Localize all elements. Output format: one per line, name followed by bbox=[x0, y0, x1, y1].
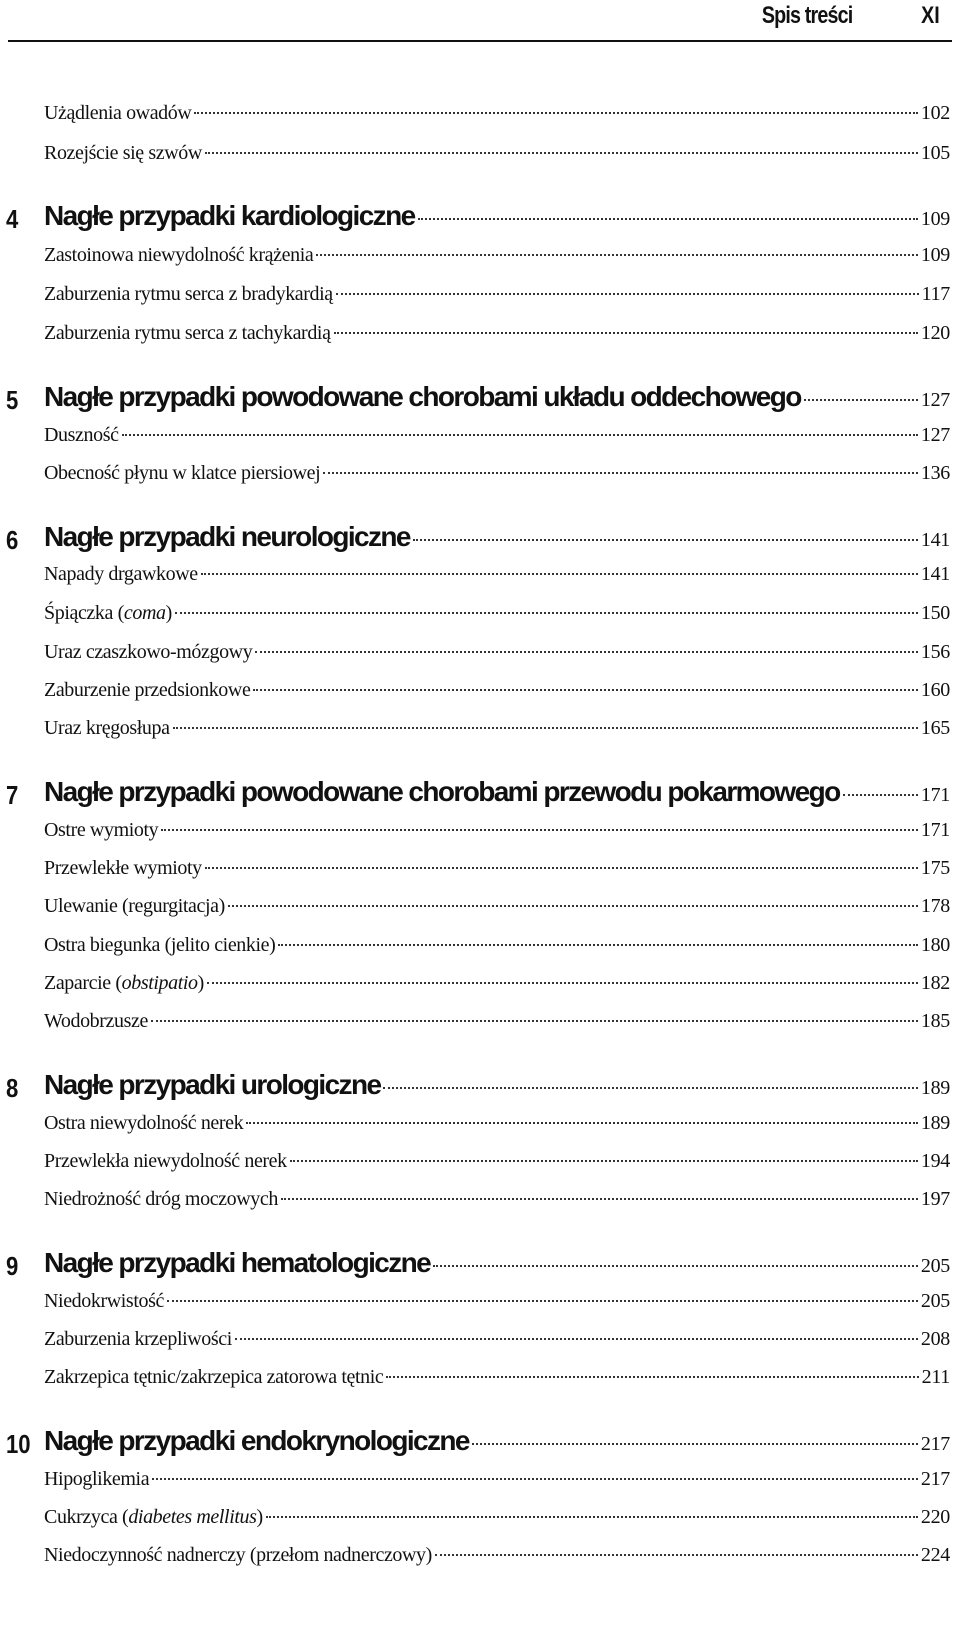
chapter-number: 4 bbox=[6, 204, 19, 234]
toc-chapter[interactable] bbox=[0, 1069, 960, 1109]
entry-title bbox=[44, 1468, 149, 1491]
page-ref: 197 bbox=[920, 1188, 950, 1210]
dot-leader bbox=[228, 905, 918, 907]
dot-leader bbox=[152, 1478, 918, 1480]
title-text: Zaparcie bbox=[44, 972, 111, 994]
toc-chapter[interactable] bbox=[0, 1425, 960, 1465]
toc-entry[interactable] bbox=[0, 968, 960, 1008]
page-ref: 178 bbox=[920, 895, 950, 917]
toc-line bbox=[44, 1247, 950, 1279]
entry-title bbox=[44, 819, 158, 842]
toc-line bbox=[44, 1069, 950, 1101]
page-ref: 141 bbox=[920, 563, 950, 585]
title-text: Ostre wymioty bbox=[44, 819, 159, 841]
title-text: Uraz kręgosłupa bbox=[44, 717, 170, 739]
entry-title bbox=[44, 1544, 432, 1567]
running-title: Spis treści bbox=[761, 2, 852, 29]
title-text: Rozejście się szwów bbox=[44, 142, 202, 164]
title-text: Przewlekłe wymioty bbox=[44, 857, 202, 879]
title-text: Nagłe przypadki neurologiczne bbox=[44, 521, 410, 552]
dot-leader bbox=[194, 112, 917, 114]
toc-line bbox=[44, 717, 950, 740]
title-text: Niedokrwistość bbox=[44, 1290, 164, 1312]
entry-title bbox=[44, 1366, 383, 1389]
dot-leader bbox=[316, 254, 918, 256]
toc-entry[interactable] bbox=[0, 98, 960, 138]
title-text: Zakrzepica tętnic/zakrzepica zatorowa tętnic bbox=[44, 1366, 384, 1388]
title-text: Zaburzenia rytmu serca z tachykardią bbox=[44, 322, 331, 344]
dot-leader bbox=[472, 1443, 918, 1445]
page-ref: 171 bbox=[920, 819, 950, 841]
title-text: Ulewanie (regurgitacja) bbox=[44, 895, 225, 917]
chapter-number: 8 bbox=[6, 1073, 19, 1103]
toc-entry[interactable] bbox=[0, 240, 960, 280]
page-ref: 120 bbox=[920, 322, 950, 344]
chapter-title bbox=[44, 776, 840, 808]
dot-leader bbox=[266, 1516, 918, 1518]
toc-line bbox=[44, 1366, 950, 1389]
toc-entry[interactable] bbox=[0, 279, 960, 319]
toc-line bbox=[44, 322, 950, 345]
toc-entry[interactable] bbox=[0, 930, 960, 970]
toc-entry[interactable] bbox=[0, 1464, 960, 1504]
title-text: Nagłe przypadki hematologiczne bbox=[44, 1247, 431, 1278]
toc-chapter[interactable] bbox=[0, 521, 960, 561]
toc-entry[interactable] bbox=[0, 891, 960, 931]
toc-entry[interactable] bbox=[0, 1006, 960, 1046]
chapter-title bbox=[44, 521, 410, 553]
toc-entry[interactable] bbox=[0, 559, 960, 599]
title-text: Cukrzyca bbox=[44, 1506, 118, 1528]
dot-leader bbox=[253, 689, 917, 691]
toc-line bbox=[44, 1468, 950, 1491]
page-ref: 217 bbox=[920, 1433, 950, 1455]
dot-leader bbox=[173, 727, 918, 729]
title-text: Ostra niewydolność nerek bbox=[44, 1112, 244, 1134]
title-text: Zaburzenia krzepliwości bbox=[44, 1328, 232, 1350]
entry-title bbox=[44, 1150, 287, 1173]
dot-leader bbox=[383, 1087, 917, 1089]
dot-leader bbox=[278, 944, 917, 946]
toc-line bbox=[44, 819, 950, 842]
toc-line bbox=[44, 1010, 950, 1033]
entry-title bbox=[44, 142, 202, 165]
page-ref: 175 bbox=[920, 857, 950, 879]
entry-title bbox=[44, 1328, 232, 1351]
toc-line bbox=[44, 1425, 950, 1457]
page-ref: 208 bbox=[920, 1328, 950, 1350]
toc-entry[interactable] bbox=[0, 598, 960, 638]
page-ref: 165 bbox=[920, 717, 950, 739]
toc-line bbox=[44, 1544, 950, 1567]
dot-leader bbox=[386, 1376, 918, 1378]
toc-line bbox=[44, 857, 950, 880]
title-text: Nagłe przypadki endokrynologiczne bbox=[44, 1425, 469, 1456]
dot-leader bbox=[246, 1122, 918, 1124]
title-text: Hipoglikemia bbox=[44, 1468, 150, 1490]
toc-line bbox=[44, 424, 950, 447]
entry-title bbox=[44, 1112, 243, 1135]
title-text: Obecność płynu w klatce piersiowej bbox=[44, 462, 321, 484]
page-ref: 102 bbox=[920, 102, 950, 124]
toc-chapter[interactable] bbox=[0, 200, 960, 240]
toc-entry[interactable] bbox=[0, 1108, 960, 1148]
toc-entry[interactable] bbox=[0, 138, 960, 178]
toc-chapter[interactable] bbox=[0, 776, 960, 816]
entry-title bbox=[44, 679, 250, 702]
title-text: Nagłe przypadki urologiczne bbox=[44, 1069, 381, 1100]
title-text: Przewlekła niewydolność nerek bbox=[44, 1150, 287, 1172]
chapter-title bbox=[44, 1247, 430, 1279]
dot-leader bbox=[255, 651, 918, 653]
page-ref: 141 bbox=[920, 529, 950, 551]
chapter-number: 6 bbox=[6, 525, 19, 555]
page-ref: 205 bbox=[920, 1255, 950, 1277]
entry-title bbox=[44, 462, 320, 485]
entry-title: Cukrzyca (diabetes mellitus) bbox=[44, 1506, 263, 1528]
title-text: Niedrożność dróg moczowych bbox=[44, 1188, 278, 1210]
dot-leader bbox=[151, 1020, 918, 1022]
toc-entry[interactable] bbox=[0, 1502, 960, 1542]
toc-entry[interactable] bbox=[0, 318, 960, 358]
entry-title bbox=[44, 283, 333, 306]
entry-title bbox=[44, 895, 225, 918]
title-text: Zaburzenie przedsionkowe bbox=[44, 679, 251, 701]
title-text: Niedoczynność nadnerczy (przełom nadnerczowy) bbox=[44, 1544, 432, 1566]
page-number: XI bbox=[921, 2, 940, 29]
page-ref: 136 bbox=[920, 462, 950, 484]
chapter-number: 7 bbox=[6, 780, 19, 810]
entry-title bbox=[44, 322, 331, 345]
toc-chapter[interactable] bbox=[0, 1247, 960, 1287]
dot-leader bbox=[804, 399, 918, 401]
page-ref: 189 bbox=[920, 1077, 950, 1099]
toc-line bbox=[44, 142, 950, 165]
entry-title bbox=[44, 641, 252, 664]
chapter-title bbox=[44, 200, 415, 232]
chapter-title bbox=[44, 381, 801, 413]
chapter-number: 10 bbox=[6, 1429, 31, 1459]
page-ref: 105 bbox=[920, 142, 950, 164]
dot-leader bbox=[207, 982, 918, 984]
page-ref: 117 bbox=[921, 283, 950, 305]
page-ref: 180 bbox=[920, 934, 950, 956]
toc-entry[interactable] bbox=[0, 637, 960, 677]
entry-title bbox=[44, 424, 119, 447]
entry-title bbox=[44, 1290, 164, 1313]
toc-line bbox=[44, 521, 950, 553]
entry-title: Zaparcie (obstipatio) bbox=[44, 972, 204, 994]
toc-line bbox=[44, 895, 950, 918]
page-ref: 217 bbox=[920, 1468, 950, 1490]
page-ref: 109 bbox=[920, 244, 950, 266]
dot-leader bbox=[281, 1198, 918, 1200]
toc-line bbox=[44, 776, 950, 808]
latin-term: coma bbox=[123, 602, 166, 624]
page-ref: 160 bbox=[920, 679, 950, 701]
page-ref: 189 bbox=[920, 1112, 950, 1134]
latin-term: obstipatio bbox=[121, 972, 198, 994]
dot-leader bbox=[201, 573, 918, 575]
title-text: Użądlenia owadów bbox=[44, 102, 192, 124]
chapter-title bbox=[44, 1425, 469, 1457]
toc-line bbox=[44, 641, 950, 664]
entry-title: Śpiączka (coma) bbox=[44, 602, 172, 624]
toc-line bbox=[44, 602, 950, 625]
entry-title bbox=[44, 563, 198, 586]
page-ref: 127 bbox=[920, 424, 950, 446]
dot-leader bbox=[843, 794, 918, 796]
title-text: Zastoinowa niewydolność krążenia bbox=[44, 244, 314, 266]
dot-leader bbox=[336, 293, 919, 295]
page-ref: 224 bbox=[920, 1544, 950, 1566]
dot-leader bbox=[290, 1160, 918, 1162]
toc-line bbox=[44, 934, 950, 957]
toc-line bbox=[44, 679, 950, 702]
page-ref: 182 bbox=[920, 972, 950, 994]
toc-line bbox=[44, 200, 950, 232]
dot-leader bbox=[235, 1338, 918, 1340]
toc-line bbox=[44, 563, 950, 586]
toc-chapter[interactable] bbox=[0, 381, 960, 421]
dot-leader bbox=[433, 1265, 918, 1267]
page-ref: 211 bbox=[921, 1366, 950, 1388]
dot-leader bbox=[122, 434, 918, 436]
toc-entry[interactable] bbox=[0, 1362, 960, 1402]
title-text: Śpiączka bbox=[44, 602, 113, 624]
latin-term: diabetes mellitus bbox=[128, 1506, 257, 1528]
title-text: Duszność bbox=[44, 424, 119, 446]
toc-line bbox=[44, 1328, 950, 1351]
page-ref: 109 bbox=[920, 208, 950, 230]
page-ref: 185 bbox=[920, 1010, 950, 1032]
dot-leader bbox=[413, 539, 918, 541]
toc-line bbox=[44, 244, 950, 267]
dot-leader bbox=[435, 1554, 918, 1556]
title-text: Napady drgawkowe bbox=[44, 563, 198, 585]
toc-line bbox=[44, 102, 950, 125]
toc-line bbox=[44, 381, 950, 413]
toc-entry[interactable] bbox=[0, 1146, 960, 1186]
page-ref: 171 bbox=[920, 784, 950, 806]
entry-title bbox=[44, 1188, 278, 1211]
title-text: Wodobrzusze bbox=[44, 1010, 148, 1032]
toc-line bbox=[44, 462, 950, 485]
chapter-number: 5 bbox=[6, 385, 19, 415]
entry-title bbox=[44, 717, 170, 740]
toc-entry[interactable] bbox=[0, 1324, 960, 1364]
toc-entry[interactable] bbox=[0, 815, 960, 855]
title-text: Zaburzenia rytmu serca z bradykardią bbox=[44, 283, 333, 305]
entry-title bbox=[44, 934, 275, 957]
toc-line bbox=[44, 1150, 950, 1173]
toc-line bbox=[44, 972, 950, 995]
page-ref: 150 bbox=[920, 602, 950, 624]
toc-line bbox=[44, 1112, 950, 1135]
entry-title bbox=[44, 244, 313, 267]
title-text: Nagłe przypadki powodowane chorobami układu oddechowego bbox=[44, 381, 801, 412]
toc-entry[interactable] bbox=[0, 675, 960, 715]
dot-leader bbox=[334, 332, 918, 334]
dot-leader bbox=[167, 1300, 918, 1302]
toc-entry[interactable] bbox=[0, 853, 960, 893]
dot-leader bbox=[161, 829, 918, 831]
dot-leader bbox=[205, 152, 918, 154]
title-text: Ostra biegunka (jelito cienkie) bbox=[44, 934, 276, 956]
page-ref: 205 bbox=[920, 1290, 950, 1312]
entry-title bbox=[44, 857, 202, 880]
toc-line bbox=[44, 1188, 950, 1211]
toc-entry[interactable] bbox=[0, 1184, 960, 1224]
entry-title bbox=[44, 1010, 148, 1033]
toc-line bbox=[44, 1506, 950, 1529]
entry-title bbox=[44, 102, 191, 125]
dot-leader bbox=[323, 472, 918, 474]
page-ref: 127 bbox=[920, 389, 950, 411]
title-text: Uraz czaszkowo-mózgowy bbox=[44, 641, 253, 663]
toc-line bbox=[44, 283, 950, 306]
toc-entry[interactable] bbox=[0, 1540, 960, 1580]
toc-entry[interactable] bbox=[0, 420, 960, 460]
page-ref: 220 bbox=[920, 1506, 950, 1528]
title-text: Nagłe przypadki kardiologiczne bbox=[44, 200, 415, 231]
toc-line bbox=[44, 1290, 950, 1313]
dot-leader bbox=[418, 218, 918, 220]
toc-entry[interactable] bbox=[0, 458, 960, 498]
page-ref: 156 bbox=[920, 641, 950, 663]
dot-leader bbox=[175, 612, 918, 614]
page-ref: 194 bbox=[920, 1150, 950, 1172]
dot-leader bbox=[205, 867, 918, 869]
title-text: Nagłe przypadki powodowane chorobami przewodu pokarmowego bbox=[44, 776, 840, 807]
chapter-number: 9 bbox=[6, 1251, 19, 1281]
toc-entry[interactable] bbox=[0, 1286, 960, 1326]
chapter-title bbox=[44, 1069, 380, 1101]
toc-entry[interactable] bbox=[0, 713, 960, 753]
